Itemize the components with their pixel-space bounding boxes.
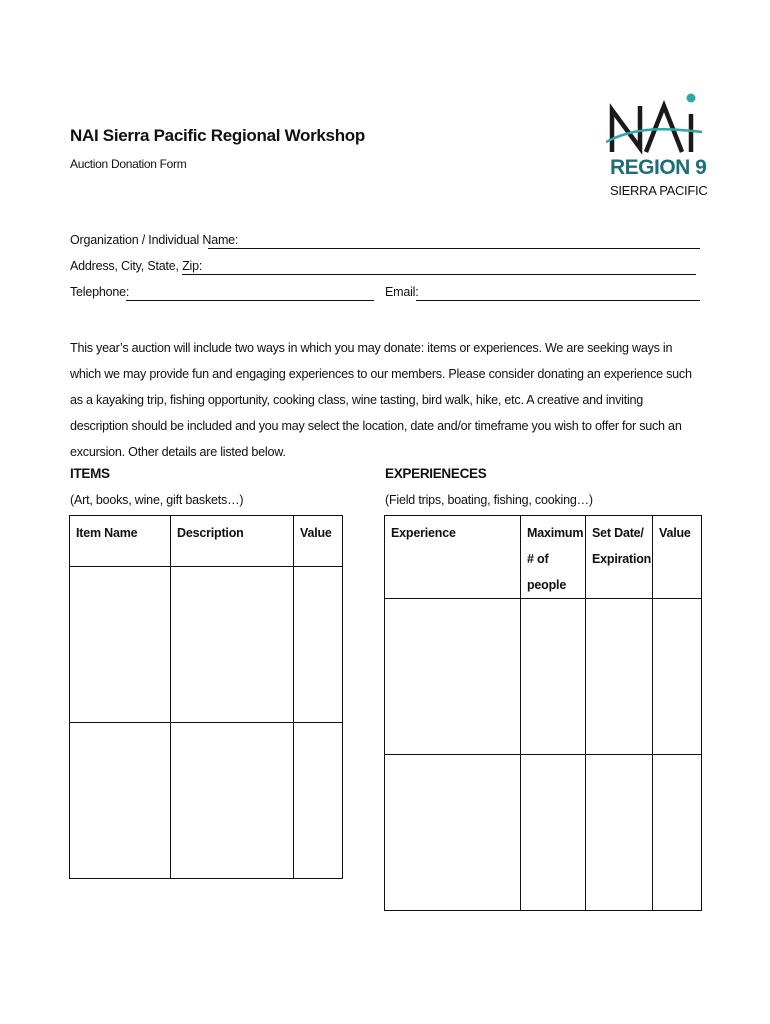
items-col-name: Item Name xyxy=(70,516,171,567)
items-cell-name[interactable] xyxy=(70,567,171,723)
telephone-line[interactable] xyxy=(126,300,374,301)
org-name-label: Organization / Individual Name: xyxy=(70,233,239,247)
telephone-label: Telephone: xyxy=(70,285,130,299)
nai-region-logo xyxy=(606,92,706,204)
experiences-cell-experience[interactable] xyxy=(385,599,521,755)
items-cell-name[interactable] xyxy=(70,723,171,879)
contact-field-row xyxy=(70,285,700,305)
items-heading: ITEMS xyxy=(70,466,110,481)
org-name-line[interactable] xyxy=(208,248,700,249)
experiences-col-value: Value xyxy=(653,516,702,599)
items-note: (Art, books, wine, gift baskets…) xyxy=(70,493,244,507)
experiences-heading: EXPERIENECES xyxy=(385,466,487,481)
experiences-header-row xyxy=(385,516,702,599)
experiences-cell-date[interactable] xyxy=(586,755,653,911)
items-cell-value[interactable] xyxy=(294,567,343,723)
experiences-col-date: Set Date/ Expiration xyxy=(586,516,653,599)
experiences-cell-max-people[interactable] xyxy=(521,599,586,755)
page-subtitle: Auction Donation Form xyxy=(70,157,187,171)
experiences-note: (Field trips, boating, fishing, cooking…) xyxy=(385,493,593,507)
address-line[interactable] xyxy=(182,274,696,275)
intro-paragraph: This year’s auction will include two ways in which you may donate: items or experiences. We are seeking ways in which we may provide fun and engaging experiences to our members. Please consider donating an experience such as a kayaking trip, fishing opportunity, cooking class, wine tasting, bird walk, hike, etc. A creative and inviting description should be included and you may select the location, date and/or timeframe you wish to offer for such an excursion. Other details are listed below. xyxy=(70,341,692,459)
items-col-value: Value xyxy=(294,516,343,567)
logo-subtitle-text: SIERRA PACIFIC xyxy=(610,183,708,198)
items-row xyxy=(70,723,343,879)
experiences-cell-max-people[interactable] xyxy=(521,755,586,911)
email-label: Email: xyxy=(385,285,419,299)
experiences-col-max-people: Maximum # of people xyxy=(521,516,586,599)
items-cell-description[interactable] xyxy=(171,723,294,879)
experiences-cell-date[interactable] xyxy=(586,599,653,755)
nai-logo-mark xyxy=(606,92,706,158)
experiences-row xyxy=(385,755,702,911)
address-label: Address, City, State, Zip: xyxy=(70,259,203,273)
experiences-col-experience: Experience xyxy=(385,516,521,599)
experiences-cell-experience[interactable] xyxy=(385,755,521,911)
logo-region-text: REGION 9 xyxy=(610,156,707,179)
items-cell-description[interactable] xyxy=(171,567,294,723)
address-field[interactable] xyxy=(70,259,700,279)
items-table xyxy=(69,515,343,879)
experiences-cell-value[interactable] xyxy=(653,755,702,911)
items-row xyxy=(70,567,343,723)
items-col-description: Description xyxy=(171,516,294,567)
experiences-row xyxy=(385,599,702,755)
items-cell-value[interactable] xyxy=(294,723,343,879)
org-name-field[interactable] xyxy=(70,233,700,253)
experiences-cell-value[interactable] xyxy=(653,599,702,755)
email-line[interactable] xyxy=(416,300,700,301)
page-title: NAI Sierra Pacific Regional Workshop xyxy=(70,126,365,145)
items-header-row xyxy=(70,516,343,567)
experiences-table xyxy=(384,515,702,911)
